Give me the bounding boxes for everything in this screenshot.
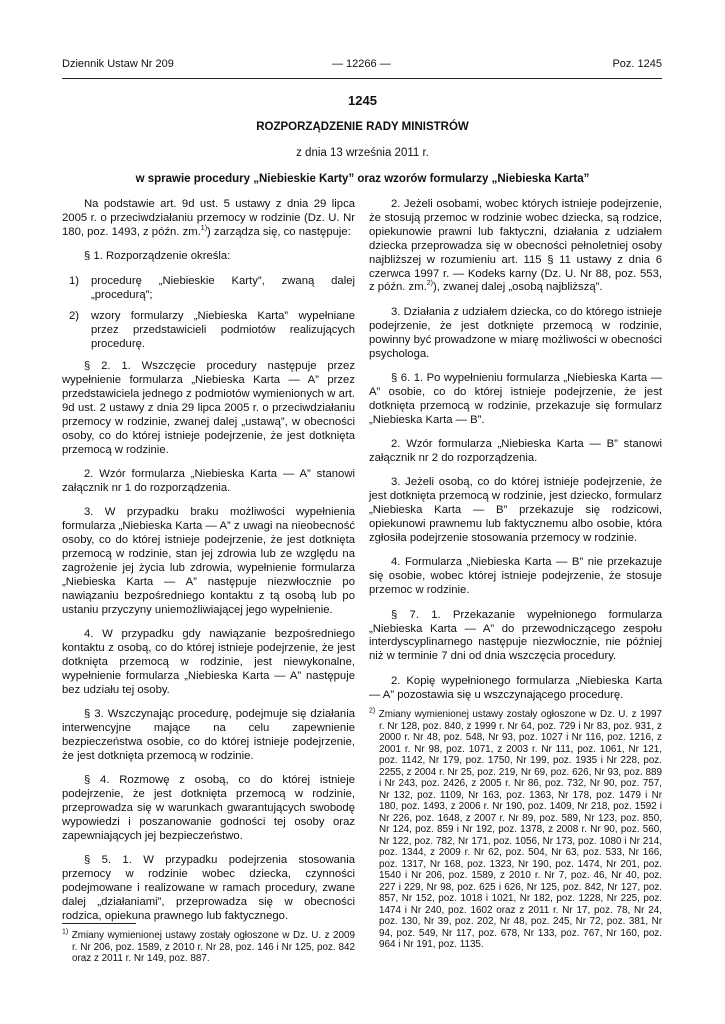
paragraph-s2-1: § 2. 1. Wszczęcie procedury następuje przez wypełnienie formularza „Niebieska Karta — A” przez przedstawiciela jednego z podmiotów wymienionych w art. 9d ust. 2 ustawy z dnia 29 lipca 2005 r. o przeciwdziałaniu przemocy w rodzinie, zwanej dalej „ustawą”, w obecności osoby, co do której istnieje podejrzenie, że jest dotknięta przemocą w rodzinie. xyxy=(62,360,355,456)
document-date: z dnia 13 września 2011 r. xyxy=(296,147,429,159)
footnote-divider xyxy=(62,923,136,924)
document-subject: w sprawie procedury „Niebieskie Karty” oraz wzorów formularzy „Niebieska Karta” xyxy=(135,173,590,185)
journal-name: Dziennik Ustaw Nr 209 xyxy=(62,58,174,70)
list-label: 2) xyxy=(69,310,80,323)
paragraph-s1: § 1. Rozporządzenie określa: xyxy=(84,250,231,263)
footnote-2 xyxy=(369,709,662,951)
page-number: — 12266 — xyxy=(332,58,391,70)
intro-text-end: ) zarządza się, co następuje: xyxy=(207,225,351,238)
paragraph-s3: § 3. Wszczynając procedurę, podejmuje się działania interwencyjne mające na celu zapewnienie bezpieczeństwa osobie, co do której istnieje podejrzenie, że jest dotknięta przemocą w rodzinie. xyxy=(62,708,355,762)
paragraph-s2-3: 3. W przypadku braku możliwości wypełnienia formularza „Niebieska Karta — A” z uwagi na nieobecność osoby, co do której istnieje podejrzenie, że jest dotknięta przemocą w rodzinie, stan jej zdrowia lub ze względu na zagrożenie jej życia lub zdrowia, wypełnienie formularza „Niebieska Karta — A” następuje niezwłocznie po nawiązaniu bezpośredniego kontaktu z tą osobą lub po ustaniu przyczyny uniemożliwiającej jego wypełnienie. xyxy=(62,506,355,616)
list-text: procedurę „Niebieskie Karty”, zwaną dalej „procedurą”; xyxy=(91,274,355,301)
paragraph-s6-1: § 6. 1. Po wypełnieniu formularza „Niebieska Karta — A” osobie, co do której istnieje podejrzenie, że jest dotknięta przemocą w rodzinie, przekazuje się formularz „Niebieska Karta — B”. xyxy=(369,371,662,426)
footnote-1 xyxy=(62,930,355,965)
header-divider xyxy=(62,78,662,79)
document-number: 1245 xyxy=(348,93,377,108)
footnote-ref-1: 1) xyxy=(200,225,208,233)
paragraph-s7-2: 2. Kopię wypełnionego formularza „Niebieska Karta — A” pozostawia się u wszczynającego procedurę. xyxy=(369,674,662,701)
paragraph-s6-2: 2. Wzór formularza „Niebieska Karta — B” stanowi załącznik nr 2 do rozporządzenia. xyxy=(369,438,662,464)
paragraph-s7-1: § 7. 1. Przekazanie wypełnionego formularza „Niebieska Karta — A” do przewodniczącego zespołu interdyscyplinarnego następuje niezwłocznie, nie później niż w terminie 7 dni od dnia wszczęcia procedury. xyxy=(369,608,662,663)
footnote-block-right xyxy=(369,709,662,951)
paragraph-text: 2. Jeżeli osobami, wobec których istnieje podejrzenie, że stosują przemoc w rodzinie wobec dziecka, są rodzice, opiekunowie prawni lub faktyczni, działania z udziałem dziecka przeprowadza się w obecności pełnoletniej osoby najbliższej w rozumieniu art. 115 § 11 ustawy z dnia 6 czerwca 1997 r. — Kodeks karny (Dz. U. Nr 88, poz. 553, z późn. zm. xyxy=(369,198,662,294)
paragraph-s5-3: 3. Działania z udziałem dziecka, co do którego istnieje podejrzenie, że jest dotknięte przemocą w rodzinie, powinny być prowadzone w miarę możliwości w obecności psychologa. xyxy=(369,305,662,360)
footnote-marker: 1) xyxy=(62,928,69,936)
left-column xyxy=(62,198,355,934)
list-label: 1) xyxy=(69,274,80,287)
paragraph-text-end: ), zwanej dalej „osobą najbliższą”. xyxy=(433,281,603,294)
page-header xyxy=(62,58,662,72)
paragraph-s4: § 4. Rozmowę z osobą, co do której istnieje podejrzenie, że jest dotknięta przemocą w rodzinie, przeprowadza się w warunkach gwarantujących swobodę wypowiedzi i poszanowanie godności tej osoby oraz zapewniających jej bezpieczeństwo. xyxy=(62,774,355,842)
position-number: Poz. 1245 xyxy=(612,58,662,70)
intro-paragraph xyxy=(62,198,355,240)
paragraph-s6-4: 4. Formularza „Niebieska Karta — B” nie przekazuje się osobie, wobec której istnieje podejrzenie, że stosuje przemoc w rodzinie. xyxy=(369,556,662,597)
list-item xyxy=(62,310,355,352)
footnote-marker: 2) xyxy=(369,707,376,715)
paragraph-s2-2: 2. Wzór formularza „Niebieska Karta — A” stanowi załącznik nr 1 do rozporządzenia. xyxy=(62,468,355,494)
right-column xyxy=(369,198,662,713)
document-title: ROZPORZĄDZENIE RADY MINISTRÓW xyxy=(256,121,469,133)
paragraph-s6-3: 3. Jeżeli osobą, co do której istnieje podejrzenie, że jest dotknięta przemocą w rodzinie, jest dziecko, formularz „Niebieska Karta — B” przekazuje się rodzicowi, opiekunowi prawnemu lub faktycznemu albo osobie, która zgłosiła podejrzenie stosowania przemocy w rodzinie. xyxy=(369,476,662,545)
paragraph-s5-2 xyxy=(369,198,662,295)
footnote-text: Zmiany wymienionej ustawy zostały ogłoszone w Dz. U. z 2009 r. Nr 206, poz. 1589, z 2010 r. Nr 28, poz. 146 i Nr 125, poz. 842 oraz z 2011 r. Nr 149, poz. 887. xyxy=(71,930,355,964)
paragraph-s2-4: 4. W przypadku gdy nawiązanie bezpośredniego kontaktu z osobą, co do której istnieje podejrzenie, że jest dotknięta przemocą w rodzinie, jest niewykonalne, wypełnienie formularza „Niebieska Karta — A” następuje bez udziału tej osoby. xyxy=(62,628,355,696)
intro-text: Na podstawie art. 9d ust. 5 ustawy z dnia 29 lipca 2005 r. o przeciwdziałaniu przemocy w rodzinie (Dz. U. Nr 180, poz. 1493, z późn. zm. xyxy=(62,198,355,238)
list-text: wzory formularzy „Niebieska Karta” wypełniane przez przedstawicieli podmiotów realizujących procedurę. xyxy=(91,310,355,351)
footnote-ref-2: 2) xyxy=(426,280,433,288)
footnote-block-left xyxy=(62,923,355,965)
paragraph-s5-1: § 5. 1. W przypadku podejrzenia stosowania przemocy w rodzinie wobec dziecka, czynności podejmowane i realizowane w ramach procedury, zwane dalej „działaniami”, przeprowadza się w obecności rodzica, opiekuna prawnego lub faktycznego. xyxy=(62,854,355,922)
list-item xyxy=(62,275,355,303)
footnote-text: Zmiany wymienionej ustawy zostały ogłoszone w Dz. U. z 1997 r. Nr 128, poz. 840, z 1999 r. Nr 64, poz. 729 i Nr 83, poz. 931, z 2000 r. Nr 48, poz. 548, Nr 93, poz. 1027 i Nr 116, poz. 1216, z 2001 r. Nr 98, poz. 1071, z 2003 r. Nr 111, poz. 1061, Nr 121, poz. 1142, Nr 179, poz. 1750, Nr 199, poz. 1935 i Nr 228, poz. 2255, z 2004 r. Nr 25, poz. 219, Nr 69, poz. 626, Nr 93, poz. 889 i Nr 243, poz. 2426, z 2005 r. Nr 86, poz. 732, Nr 90, poz. 757, Nr 132, poz. 1109, Nr 163, poz. 1363, Nr 178, poz. 1479 i Nr 180, poz. 1493, z 2006 r. Nr 190, poz. 1409, Nr 218, poz. 1592 i Nr 226, poz. 1648, z 2007 r. Nr 89, poz. 589, Nr 123, poz. 850, Nr 124, poz. 859 i Nr 192, poz. 1378, z 2008 r. Nr 90, poz. 560, Nr 122, poz. 782, Nr 171, poz. 1056, Nr 173, poz. 1080 i Nr 214, poz. 1344, z 2009 r. Nr 62, poz. 504, Nr 63, poz. 533, Nr 166, poz. 1317, Nr 168, poz. 1323, Nr 190, poz. 1474, Nr 201, poz. 1540 i Nr 206, poz. 1589, z 2010 r. Nr 7, poz. 46, Nr 40, poz. 227 i 229, Nr 98, poz. 625 i 626, Nr 125, poz. 842, Nr 127, poz. 857, Nr 152, poz. 1018 i 1021, Nr 182, poz. 1228, Nr 225, poz. 1474 i Nr 240, poz. 1602 oraz z 2011 r. Nr 17, poz. 78, Nr 24, poz. 130, Nr 39, poz. 202, Nr 48, poz. 245, Nr 72, poz. 381, Nr 94, poz. 549, Nr 117, poz. 678, Nr 133, poz. 767, Nr 160, poz. 964 i Nr 191, poz. 1135. xyxy=(378,709,662,950)
